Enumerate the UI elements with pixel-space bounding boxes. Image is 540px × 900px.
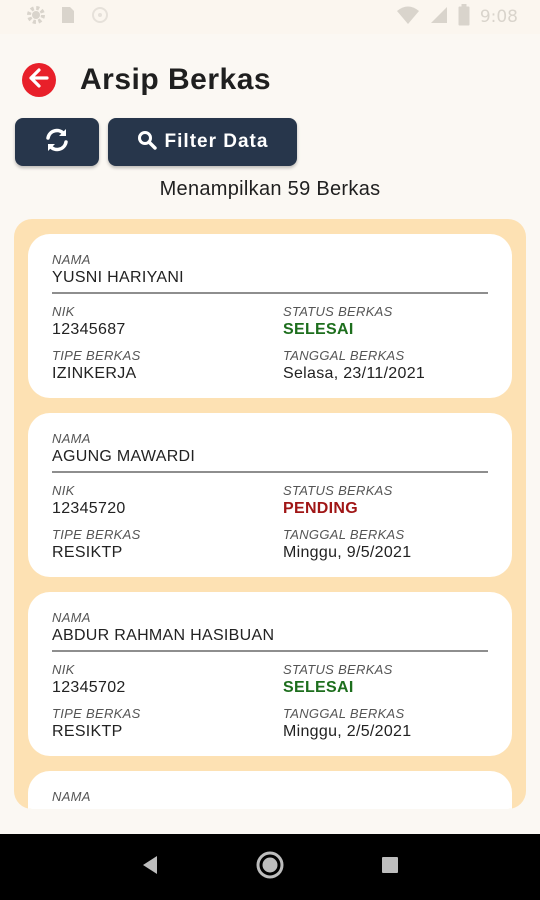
status-field xyxy=(283,304,483,341)
name-field xyxy=(52,431,488,473)
type-label: TIPE BERKAS xyxy=(52,348,141,363)
nik-label: NIK xyxy=(52,304,75,319)
nik-field xyxy=(52,304,283,341)
system-nav-bar xyxy=(0,834,540,900)
page-title: Arsip Berkas xyxy=(80,63,272,96)
back-triangle-icon xyxy=(140,854,160,881)
back-button[interactable] xyxy=(22,63,56,97)
status-value: SELESAI xyxy=(283,679,354,696)
toolbar xyxy=(15,118,297,166)
record-count-text: Menampilkan 59 Berkas xyxy=(159,178,381,200)
nik-label: NIK xyxy=(52,483,75,498)
date-field xyxy=(283,527,483,564)
arrow-left-icon xyxy=(28,67,50,94)
nav-home-button[interactable] xyxy=(245,842,295,892)
record-card[interactable] xyxy=(28,234,512,398)
signal-icon xyxy=(430,6,448,29)
date-value: Minggu, 2/5/2021 xyxy=(283,723,412,740)
date-field xyxy=(283,706,483,743)
name-label: NAMA xyxy=(52,252,91,267)
nav-back-button[interactable] xyxy=(125,842,175,892)
nik-value: 12345720 xyxy=(52,500,126,517)
name-label: NAMA xyxy=(52,610,91,625)
name-label: NAMA xyxy=(52,789,91,804)
date-label: TANGGAL BERKAS xyxy=(283,527,405,542)
status-field xyxy=(283,483,483,520)
date-value: Minggu, 9/5/2021 xyxy=(283,544,412,561)
name-value: AGUNG MAWARDI xyxy=(52,448,196,465)
clock-time: 9:08 xyxy=(479,7,518,27)
nik-value: 12345702 xyxy=(52,679,126,696)
app-header xyxy=(0,52,540,108)
name-field xyxy=(52,610,488,652)
type-field xyxy=(52,527,283,564)
type-field xyxy=(52,706,283,743)
date-field xyxy=(283,348,483,385)
record-card[interactable] xyxy=(28,592,512,756)
name-field xyxy=(52,252,488,294)
record-card[interactable] xyxy=(28,413,512,577)
status-value: SELESAI xyxy=(283,321,354,338)
record-card[interactable] xyxy=(28,771,512,809)
refresh-button[interactable] xyxy=(15,118,99,166)
nik-field xyxy=(52,662,283,699)
status-bar xyxy=(0,0,540,34)
type-value: IZINKERJA xyxy=(52,365,137,382)
type-value: RESIKTP xyxy=(52,544,123,561)
type-label: TIPE BERKAS xyxy=(52,527,141,542)
sim-card-icon xyxy=(60,5,76,30)
status-field xyxy=(283,662,483,699)
search-icon xyxy=(137,130,157,155)
filter-data-label: Filter Data xyxy=(164,131,269,152)
home-circle-icon xyxy=(255,850,285,885)
type-value: RESIKTP xyxy=(52,723,123,740)
nik-field xyxy=(52,483,283,520)
wifi-icon xyxy=(396,5,420,30)
status-label: STATUS BERKAS xyxy=(283,483,393,498)
status-value: PENDING xyxy=(283,500,358,517)
records-list[interactable] xyxy=(14,219,526,809)
status-label: STATUS BERKAS xyxy=(283,662,393,677)
name-label: NAMA xyxy=(52,431,91,446)
type-field xyxy=(52,348,283,385)
refresh-icon xyxy=(43,126,71,159)
date-value: Selasa, 23/11/2021 xyxy=(283,365,426,382)
nik-value: 12345687 xyxy=(52,321,126,338)
recents-square-icon xyxy=(380,855,400,880)
sync-icon xyxy=(90,5,110,30)
status-label: STATUS BERKAS xyxy=(283,304,393,319)
nav-recents-button[interactable] xyxy=(365,842,415,892)
date-label: TANGGAL BERKAS xyxy=(283,348,405,363)
date-label: TANGGAL BERKAS xyxy=(283,706,405,721)
battery-icon xyxy=(458,4,470,31)
nik-label: NIK xyxy=(52,662,75,677)
name-value: YUSNI HARIYANI xyxy=(52,269,184,286)
gear-icon xyxy=(26,5,46,30)
name-value: ABDUR RAHMAN HASIBUAN xyxy=(52,627,275,644)
type-label: TIPE BERKAS xyxy=(52,706,141,721)
filter-data-button[interactable] xyxy=(108,118,297,166)
